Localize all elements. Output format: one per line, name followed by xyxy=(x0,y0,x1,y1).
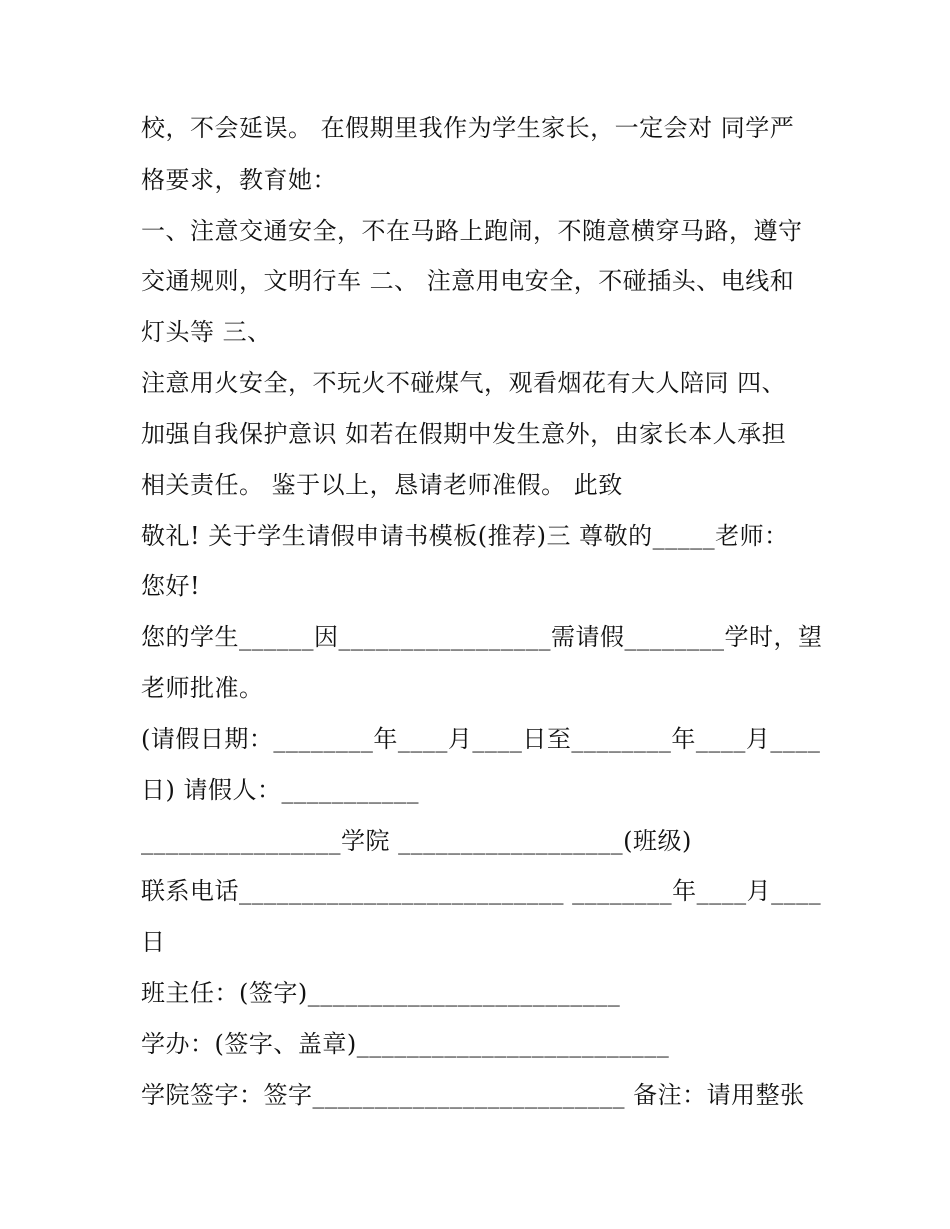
text-line-9: 敬礼! 关于学生请假申请书模板(推荐)三 尊敬的_____老师： xyxy=(141,522,789,550)
text-line-10: 您好! xyxy=(141,572,201,600)
text-line-20: 学院签字：签字_________________________ 备注：请用整张 xyxy=(141,1081,805,1109)
text-line-3: 一、注意交通安全，不在马路上跑闹，不随意横穿马路，遵守 xyxy=(141,217,803,245)
text-line-6: 注意用火安全，不玩火不碰煤气，观看烟花有大人陪同 四、 xyxy=(141,369,787,397)
text-line-4: 交通规则，文明行车 二、 注意用电安全，不碰插头、电线和 xyxy=(141,267,795,295)
text-line-19: 学办：(签字、盖章)_________________________ xyxy=(141,1030,670,1058)
text-line-5: 灯头等 三、 xyxy=(141,318,272,346)
text-line-1: 校，不会延误。 在假期里我作为学生家长，一定会对 同学严 xyxy=(141,114,795,142)
text-line-11: 您的学生______因_________________需请假________学时，望 xyxy=(141,623,823,651)
text-line-18: 班主任：(签字)_________________________ xyxy=(141,979,621,1007)
text-line-15: ________________学院 __________________(班级) xyxy=(141,827,692,855)
text-line-7: 加强自我保护意识 如若在假期中发生意外，由家长本人承担 xyxy=(141,420,787,448)
text-line-8: 相关责任。 鉴于以上，恳请老师准假。 此致 xyxy=(141,471,623,499)
text-line-14: 日) 请假人：___________ xyxy=(141,776,419,804)
text-line-2: 格要求，教育她： xyxy=(141,166,337,194)
text-line-17: 日 xyxy=(141,928,166,956)
text-line-16: 联系电话__________________________ ________年____月____ xyxy=(141,877,822,905)
text-line-12: 老师批准。 xyxy=(141,674,264,702)
text-line-13: (请假日期：________年____月____日至________年____月____ xyxy=(141,725,821,753)
